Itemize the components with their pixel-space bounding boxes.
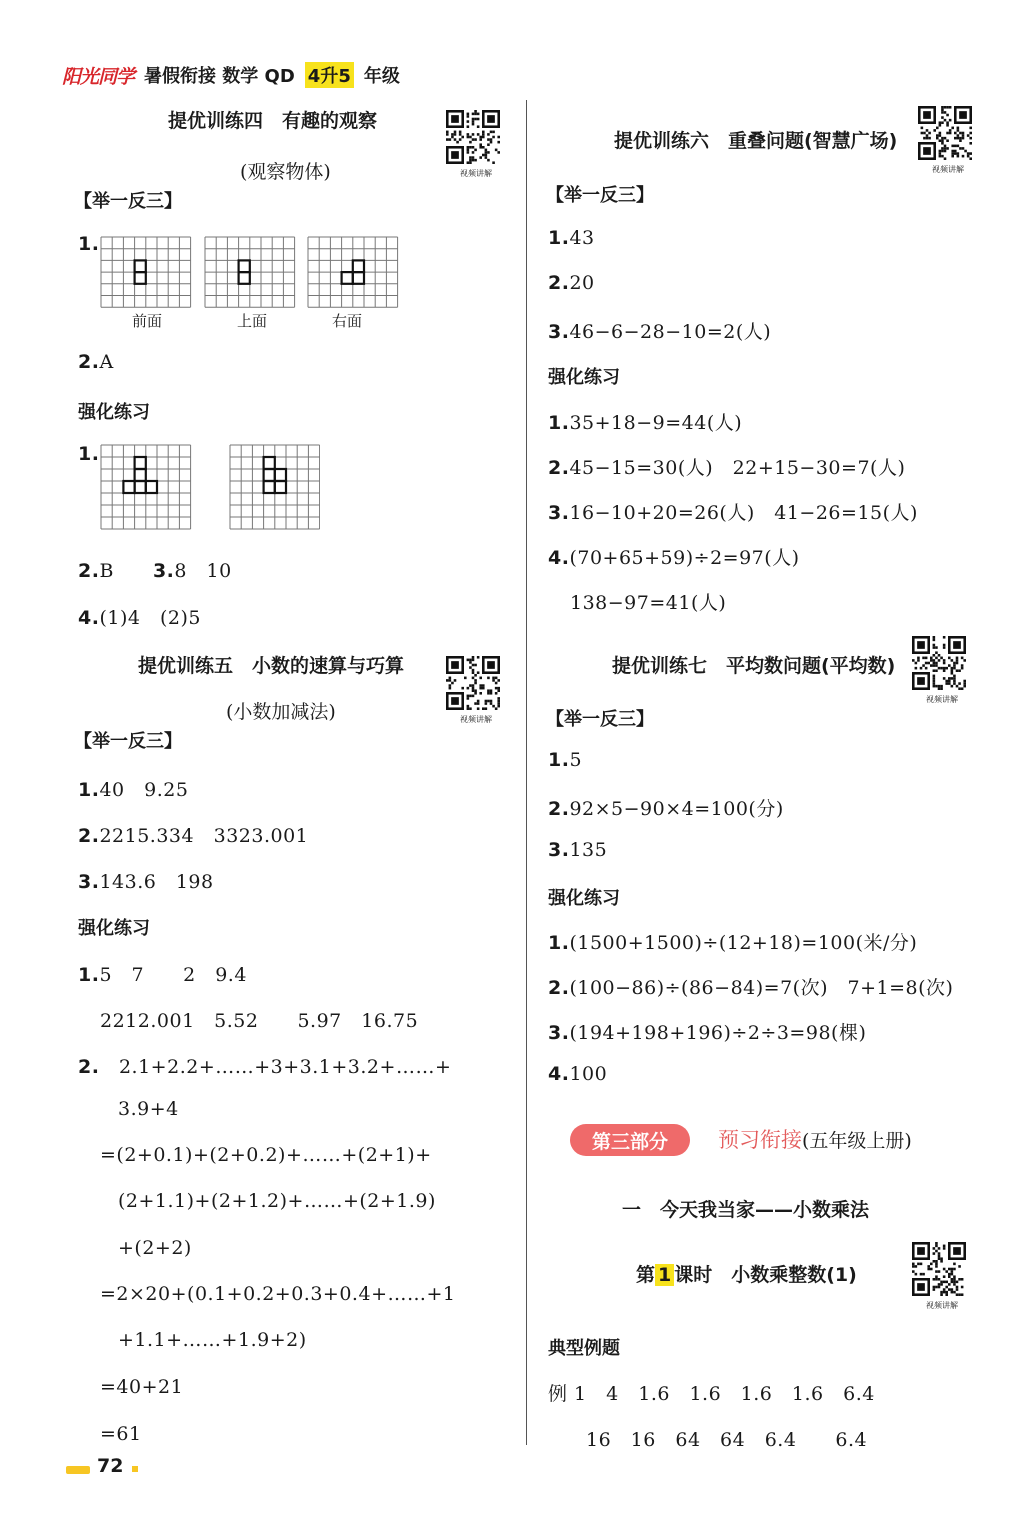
- answer-line: 3.16−10+20=26(人) 41−26=15(人): [548, 502, 918, 524]
- brand-logo: 阳光同学: [62, 65, 135, 88]
- answer-line: =2×20+(0.1+0.2+0.3+0.4+……+1: [100, 1283, 456, 1305]
- answer-line: 2.(100−86)÷(86−84)=7(次) 7+1=8(次): [548, 977, 954, 999]
- qh1-number: 1.: [78, 443, 100, 465]
- qhlx-heading-7: 强化练习: [548, 888, 620, 909]
- qr-code-icon: [446, 656, 500, 710]
- jyfs-heading-6: 【举一反三】: [546, 185, 654, 206]
- answer-line: 4.(1)4 (2)5: [78, 607, 201, 629]
- page-bar-decoration: [66, 1466, 90, 1474]
- answer-line: 3.143.6 198: [78, 871, 214, 893]
- grade-suffix: 年级: [363, 66, 400, 87]
- qr-caption: 视频讲解: [926, 1301, 958, 1310]
- qr-block-7: [912, 636, 972, 705]
- answer-line: 1.(1500+1500)÷(12+18)=100(米/分): [548, 932, 918, 954]
- qr-code-icon: [912, 1242, 966, 1296]
- qr-block-lesson: [912, 1242, 972, 1311]
- view-label-top: 上面: [237, 312, 268, 330]
- answer-line: (2+1.1)+(2+1.2)+……+(2+1.9): [118, 1190, 436, 1212]
- example-heading: 典型例题: [548, 1338, 620, 1359]
- answer-line: 2.2215.334 3323.001: [78, 825, 309, 847]
- answer-line: 4.(70+65+59)÷2=97(人): [548, 547, 800, 569]
- answer-line: 2.92×5−90×4=100(分): [548, 798, 784, 820]
- book-title: 暑假衔接 数学 QD: [144, 66, 295, 87]
- qr-caption: 视频讲解: [460, 169, 492, 178]
- answer-line: +1.1+……+1.9+2): [118, 1329, 307, 1351]
- grid-practice-b: [230, 445, 320, 529]
- section-title-5: 提优训练五 小数的速算与巧算: [138, 655, 405, 677]
- answer-line: 3.(194+198+196)÷2÷3=98(棵): [548, 1022, 867, 1044]
- qr-code-icon: [912, 636, 966, 690]
- jyfs-heading-5: 【举一反三】: [74, 731, 182, 752]
- q1-number: 1.: [78, 233, 100, 255]
- grid-practice-a: [101, 445, 191, 529]
- answer-line: 1.5: [548, 749, 583, 771]
- answer-line: 2.20: [548, 272, 595, 294]
- grid-front-view: [101, 237, 191, 307]
- unit-title: 一 今天我当家——小数乘法: [622, 1199, 870, 1221]
- example-line: 例 1 4 1.6 1.6 1.6 1.6 6.4: [548, 1383, 875, 1405]
- example-line: 16 16 64 64 6.4 6.4: [586, 1429, 868, 1451]
- qhlx-heading-6: 强化练习: [548, 367, 620, 388]
- section-title-4: 提优训练四 有趣的观察: [168, 110, 378, 132]
- practice-grids: [100, 444, 320, 532]
- jyfs-heading-7: 【举一反三】: [546, 709, 654, 730]
- answer-line: 2.45−15=30(人) 22+15−30=7(人): [548, 457, 906, 479]
- qr-code-icon: [446, 110, 500, 164]
- answer-line: 1.43: [548, 227, 595, 249]
- page-number: 72: [97, 1455, 124, 1477]
- qr-code-icon: [918, 106, 972, 160]
- section-title-7: 提优训练七 平均数问题(平均数): [612, 655, 896, 677]
- answer-line: =40+21: [100, 1376, 184, 1398]
- part-badge: 第三部分: [570, 1124, 690, 1156]
- three-view-figures: [100, 236, 400, 308]
- answer-line: 138−97=41(人): [570, 592, 727, 614]
- answer-line: 4.100: [548, 1063, 608, 1085]
- answer-line: 2. 2.1+2.2+……+3+3.1+3.2+……+: [78, 1056, 452, 1078]
- answer-line: 2212.001 5.52 5.97 16.75: [100, 1010, 419, 1032]
- answer-line: 1.40 9.25: [78, 779, 189, 801]
- jyfs-heading-4: 【举一反三】: [74, 191, 182, 212]
- answer-line: 2.A: [78, 351, 114, 373]
- qr-caption: 视频讲解: [926, 695, 958, 704]
- grade-highlight: 4升5: [305, 62, 354, 88]
- view-label-right: 右面: [332, 312, 363, 330]
- answer-line: 2.B 3.8 10: [78, 560, 232, 582]
- section-subtitle-5: (小数加减法): [226, 701, 336, 723]
- page-dot-decoration: [132, 1466, 138, 1472]
- page-header: [62, 60, 400, 90]
- answer-line: 3.9+4: [118, 1098, 179, 1120]
- qr-block-6: [918, 106, 978, 175]
- answer-line: +(2+2): [118, 1237, 192, 1259]
- answer-line: =(2+0.1)+(2+0.2)+……+(2+1)+: [100, 1144, 432, 1166]
- grid-right-view: [308, 237, 398, 307]
- grid-top-view: [205, 237, 295, 307]
- part-title: 预习衔接(五年级上册): [718, 1128, 912, 1152]
- qhlx-heading-5: 强化练习: [78, 918, 150, 939]
- answer-line: 3.46−6−28−10=2(人): [548, 321, 772, 343]
- answer-line: 1.35+18−9=44(人): [548, 412, 743, 434]
- view-label-front: 前面: [132, 312, 163, 330]
- qr-caption: 视频讲解: [932, 165, 964, 174]
- section-title-6: 提优训练六 重叠问题(智慧广场): [614, 130, 898, 152]
- answer-line: =61: [100, 1423, 142, 1445]
- section-subtitle-4: (观察物体): [240, 161, 331, 183]
- qr-block-5: [446, 656, 506, 725]
- qhlx-heading-4: 强化练习: [78, 402, 150, 423]
- answer-line: 1.5 7 2 9.4: [78, 964, 247, 986]
- qr-block-4: [446, 110, 506, 179]
- column-divider: [526, 100, 527, 1445]
- answer-line: 3.135: [548, 839, 608, 861]
- lesson-title: 第 1 课时 小数乘整数(1): [636, 1264, 857, 1286]
- qr-caption: 视频讲解: [460, 715, 492, 724]
